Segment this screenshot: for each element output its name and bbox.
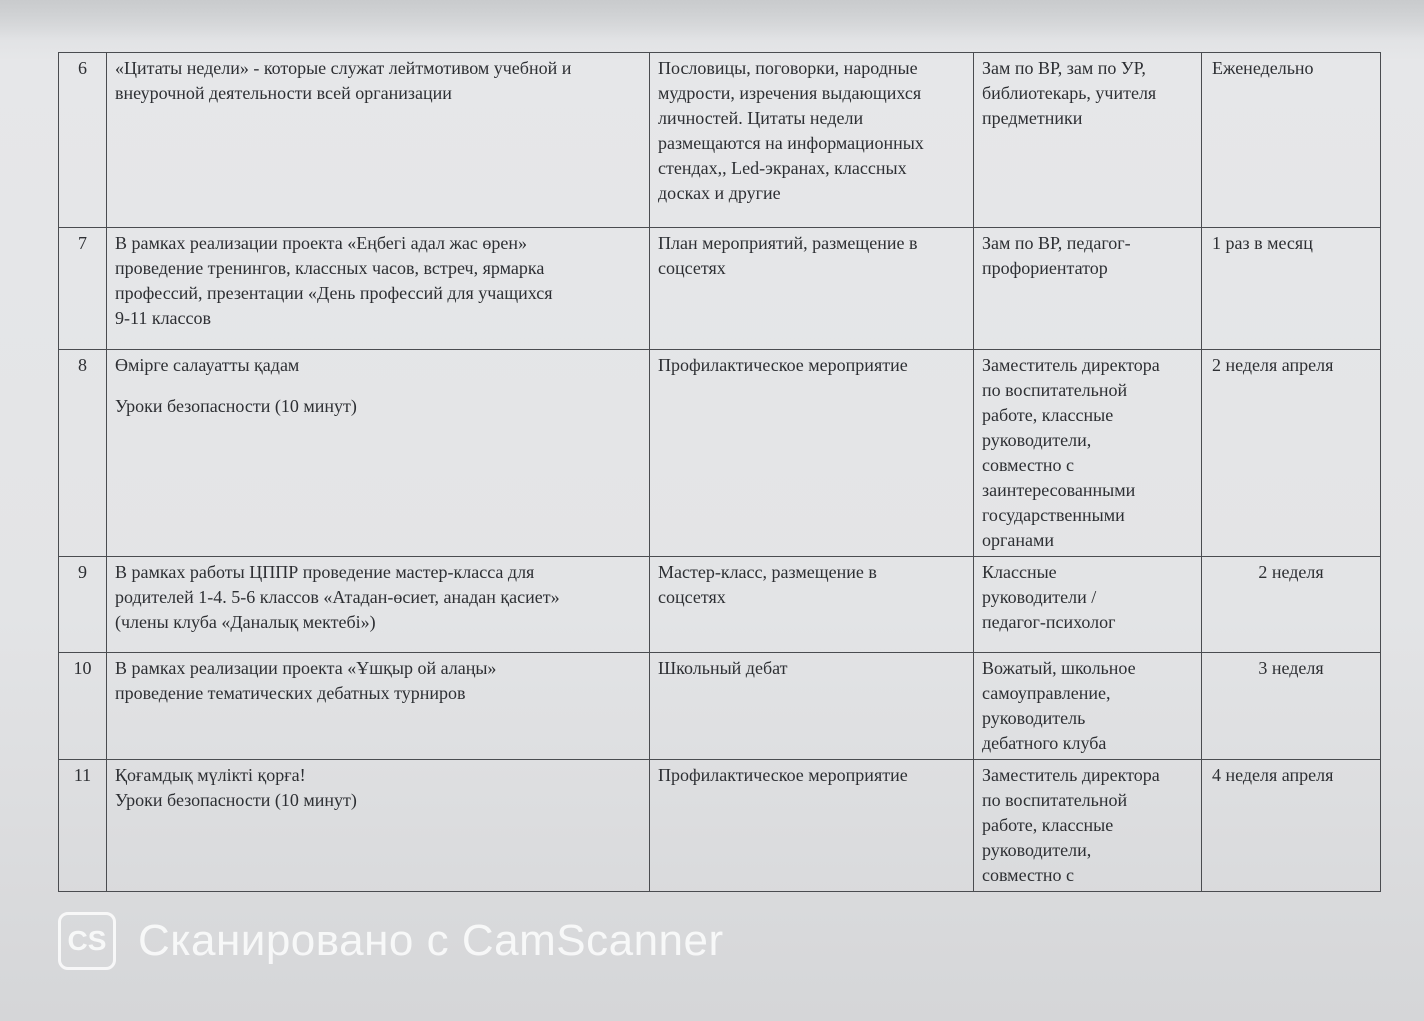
cell-line: работе, классные xyxy=(982,405,1114,425)
form-cell xyxy=(650,53,974,228)
cell-line: руководитель xyxy=(982,708,1086,728)
cell-line: План мероприятий, размещение в xyxy=(658,233,918,253)
responsible-cell xyxy=(974,350,1202,557)
table-row xyxy=(59,653,1381,760)
cell-line: Профилактическое мероприятие xyxy=(658,355,908,375)
cell-line: предметники xyxy=(982,108,1083,128)
timing-cell: 3 неделя xyxy=(1202,653,1381,760)
cell-line: личностей. Цитаты недели xyxy=(658,108,864,128)
cell-line: руководители, xyxy=(982,840,1092,860)
timing-cell: 1 раз в месяц xyxy=(1202,228,1381,350)
cell-line: родителей 1-4. 5-6 классов «Атадан-өсиет, анадан қасиет» xyxy=(115,587,560,607)
cell-line: совместно с xyxy=(982,455,1074,475)
cell-line: руководители / xyxy=(982,587,1097,607)
cell-line: В рамках реализации проекта «Еңбегі адал жас өрен» xyxy=(115,233,527,253)
row-number: 11 xyxy=(59,760,107,892)
row-number: 8 xyxy=(59,350,107,557)
cell-line: В рамках реализации проекта «Ұшқыр ой алаңы» xyxy=(115,658,497,678)
event-cell xyxy=(107,228,650,350)
table-row xyxy=(59,228,1381,350)
cell-line: государственными xyxy=(982,505,1125,525)
cell-line: руководители, xyxy=(982,430,1092,450)
cell-line: Школьный дебат xyxy=(658,658,788,678)
cell-line: профориентатор xyxy=(982,258,1108,278)
cell-line: (члены клуба «Даналық мектебі») xyxy=(115,612,376,632)
cell-line: мудрости, изречения выдающихся xyxy=(658,83,922,103)
event-cell xyxy=(107,350,650,557)
cell-line: Мастер-класс, размещение в xyxy=(658,562,877,582)
responsible-cell xyxy=(974,228,1202,350)
cell-line: Зам по ВР, зам по УР, xyxy=(982,58,1146,78)
table-row xyxy=(59,760,1381,892)
cell-line: по воспитательной xyxy=(982,790,1128,810)
line-gap xyxy=(115,378,641,394)
timing-cell: 2 неделя xyxy=(1202,557,1381,653)
cell-line: «Цитаты недели» - которые служат лейтмотивом учебной и xyxy=(115,58,572,78)
cell-line: библиотекарь, учителя xyxy=(982,83,1157,103)
scan-top-shadow xyxy=(0,0,1424,40)
row-number: 9 xyxy=(59,557,107,653)
form-cell xyxy=(650,760,974,892)
table-row xyxy=(59,53,1381,228)
form-cell xyxy=(650,653,974,760)
watermark-text: Сканировано с CamScanner xyxy=(138,916,724,965)
event-cell xyxy=(107,653,650,760)
row-number: 10 xyxy=(59,653,107,760)
cell-line: Заместитель директора xyxy=(982,765,1160,785)
event-cell xyxy=(107,760,650,892)
cell-line: по воспитательной xyxy=(982,380,1128,400)
cell-line: органами xyxy=(982,530,1055,550)
timing-cell: 4 неделя апреля xyxy=(1202,760,1381,892)
timing-cell: 2 неделя апреля xyxy=(1202,350,1381,557)
cell-line: Уроки безопасности (10 минут) xyxy=(115,790,357,810)
cell-line: В рамках работы ЦППР проведение мастер-класса для xyxy=(115,562,535,582)
table-body xyxy=(59,53,1381,892)
cell-line: дебатного клуба xyxy=(982,733,1107,753)
cell-line: соцсетях xyxy=(658,587,726,607)
row-number: 7 xyxy=(59,228,107,350)
cell-line: досках и другие xyxy=(658,183,781,203)
cell-line: размещаются на информационных xyxy=(658,133,924,153)
cell-line: соцсетях xyxy=(658,258,726,278)
responsible-cell xyxy=(974,557,1202,653)
responsible-cell xyxy=(974,53,1202,228)
plan-table xyxy=(58,52,1381,892)
cell-line: проведение тематических дебатных турниров xyxy=(115,683,466,703)
cell-line: совместно с xyxy=(982,865,1074,885)
cell-line: Уроки безопасности (10 минут) xyxy=(115,396,357,416)
event-cell xyxy=(107,557,650,653)
cell-line: работе, классные xyxy=(982,815,1114,835)
cell-line: Зам по ВР, педагог- xyxy=(982,233,1131,253)
cell-line: профессий, презентации «День профессий для учащихся xyxy=(115,283,553,303)
cell-line: Заместитель директора xyxy=(982,355,1160,375)
responsible-cell xyxy=(974,760,1202,892)
cell-line: стендах,, Led-экранах, классных xyxy=(658,158,907,178)
row-number: 6 xyxy=(59,53,107,228)
camscanner-watermark xyxy=(58,909,724,973)
cell-line: Профилактическое мероприятие xyxy=(658,765,908,785)
event-cell xyxy=(107,53,650,228)
cell-line: 9-11 классов xyxy=(115,308,212,328)
cell-line: педагог-психолог xyxy=(982,612,1116,632)
cell-line: Вожатый, школьное xyxy=(982,658,1136,678)
cell-line: Қоғамдық мүлікті қорға! xyxy=(115,765,306,785)
cell-line: проведение тренингов, классных часов, встреч, ярмарка xyxy=(115,258,545,278)
camscanner-logo-icon: CS xyxy=(58,912,116,970)
cell-line: заинтересованными xyxy=(982,480,1136,500)
responsible-cell xyxy=(974,653,1202,760)
cell-line: самоуправление, xyxy=(982,683,1111,703)
form-cell xyxy=(650,350,974,557)
cell-line: Өмірге салауатты қадам xyxy=(115,355,300,375)
cell-line: Классные xyxy=(982,562,1057,582)
cell-line: внеурочной деятельности всей организации xyxy=(115,83,452,103)
cell-line: Пословицы, поговорки, народные xyxy=(658,58,918,78)
timing-cell: Еженедельно xyxy=(1202,53,1381,228)
table-row xyxy=(59,557,1381,653)
form-cell xyxy=(650,557,974,653)
table-row xyxy=(59,350,1381,557)
form-cell xyxy=(650,228,974,350)
